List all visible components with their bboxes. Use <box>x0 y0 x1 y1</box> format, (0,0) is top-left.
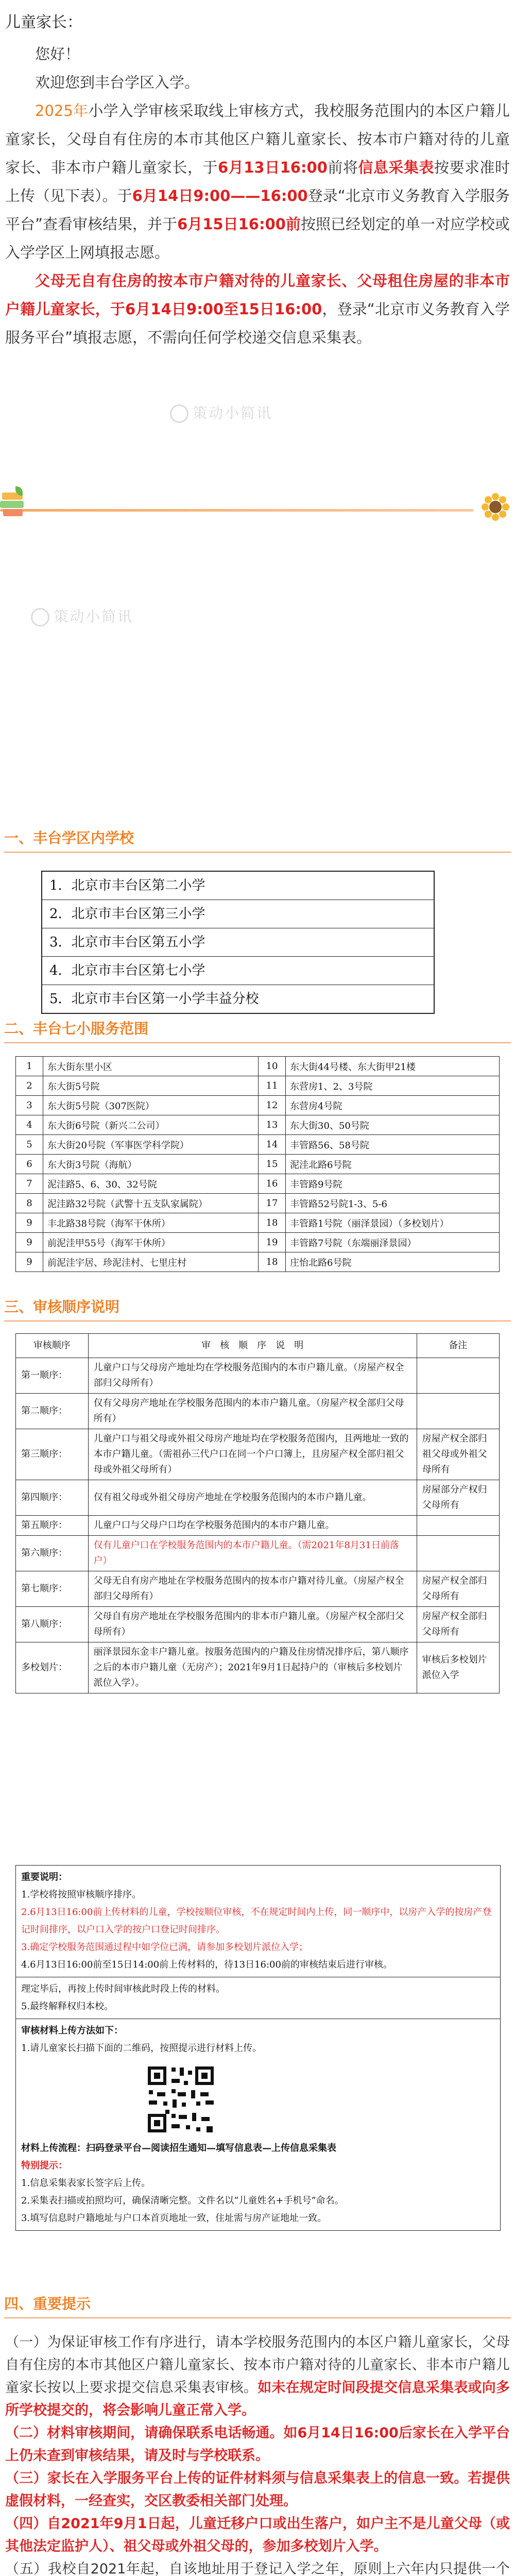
address-cell: 庄怡北路6号院 <box>286 1252 500 1272</box>
address-cell: 丰管路1号院（丽泽景园）（多校划片） <box>286 1213 500 1233</box>
qr-code-icon[interactable] <box>145 2063 217 2136</box>
address-cell: 丰管路52号院1-3、5-6 <box>286 1194 500 1213</box>
row-number: 19 <box>259 1233 286 1252</box>
special-tip: 3.填写信息时户籍地址与户口本首页地址一致，住址需与房产证地址一致。 <box>21 2213 327 2224</box>
order-label: 多校划片： <box>16 1642 89 1693</box>
address-cell: 丰北路38号院（海军干休所） <box>43 1213 259 1233</box>
intro-nonlocal-text: ，登录“北京市义务教育入学服务平台”填报志愿，不需向任何学校递交信息采集表。 <box>5 300 510 346</box>
order-remark <box>417 1394 499 1429</box>
address-cell: 东大街20号院（军事医学科学院） <box>43 1135 259 1155</box>
order-remark: 房屋产权全部归祖父母或外祖父母所有 <box>417 1429 499 1480</box>
watermark-text: 策动小简讯 <box>193 404 273 421</box>
address-cell: 东大街5号院 <box>43 1076 259 1096</box>
address-cell: 东营房1、2、3号院 <box>286 1076 500 1096</box>
row-number: 10 <box>259 1057 286 1076</box>
special-tips-title: 特别提示： <box>21 2160 67 2171</box>
intro-welcome-text: 欢迎您到丰台学区入学。 <box>35 74 200 91</box>
section-2-title-text: 二、丰台七小服务范围 <box>4 1020 149 1037</box>
table-header-row <box>16 1334 500 1358</box>
upload-title: 审核材料上传方法如下： <box>21 2025 123 2036</box>
section-1-title <box>4 827 134 848</box>
table-row <box>16 1096 500 1115</box>
table-row <box>16 1642 500 1693</box>
address-cell: 丰管路9号院 <box>286 1174 500 1194</box>
table-row <box>16 1135 500 1155</box>
address-cell: 东大街东里小区 <box>43 1057 259 1076</box>
greeting: 儿童家长： <box>5 13 82 31</box>
intro-welcome <box>5 40 510 69</box>
watermark-2 <box>31 605 133 626</box>
intro-deadline-1: 6月13日16:00 <box>218 159 328 176</box>
table-row <box>16 1394 500 1429</box>
books-icon <box>0 489 27 521</box>
row-number: 3 <box>16 1096 43 1115</box>
address-cell: 泥洼北路6号院 <box>286 1155 500 1174</box>
table-row <box>16 1076 500 1096</box>
intro-main <box>5 97 510 267</box>
school-item: 1．北京市丰台区第二小学 <box>42 872 434 900</box>
order-description: 父母无自有房产地址在学校服务范围内的按本市户籍对待儿童。（房屋产权全部归父母所有） <box>88 1571 417 1607</box>
order-label: 第六顺序： <box>16 1536 89 1571</box>
intro-main-text-2: 前将 <box>327 159 358 176</box>
table-row <box>16 1115 500 1135</box>
section-3-title-text: 三、审核顺序说明 <box>4 1298 120 1315</box>
tip-4: （四）自2021年9月1日起，儿童迁移户口或出生落户，如户主不是儿童父母（或其他法定监护人）、祖父母或外祖父母的，参加多校划片入学。 <box>5 2516 510 2554</box>
special-tip: 2.采集表扫描或拍照均可，确保清晰完整。文件名以“儿童姓名+手机号”命名。 <box>21 2195 344 2206</box>
table-row <box>16 1174 500 1194</box>
important-tips <box>5 2331 510 2576</box>
intro-deadline-2: 6月14日9:00——16:00 <box>132 187 308 205</box>
address-cell: 东大街5号院（307医院） <box>43 1096 259 1115</box>
upload-block <box>16 2019 500 2230</box>
intro-year: 2025年 <box>35 102 89 120</box>
order-remark <box>417 1358 499 1394</box>
row-number: 18 <box>259 1252 286 1272</box>
tip-highlight: （二）材料审核期间，请确保联系电话畅通。 <box>5 2425 284 2441</box>
row-number: 6 <box>16 1155 43 1174</box>
upload-flow-caption: 材料上传流程：扫码登录平台—阅读招生通知—填写信息表—上传信息采集表 <box>21 2143 336 2154</box>
note-line: 2.6月13日16:00前上传材料的儿童，学校按顺位审核，不在规定时间内上传，同一顺序中，以房产入学的按房产登记时间排序，以户口入学的按户口登记时间排序。 <box>21 1907 492 1935</box>
address-cell: 前泥洼宇居、珍泥洼村、七里庄村 <box>43 1252 259 1272</box>
row-number: 9 <box>16 1233 43 1252</box>
order-label: 第二顺序： <box>16 1394 89 1429</box>
address-cell: 丰管路56、58号院 <box>286 1135 500 1155</box>
notes-block <box>16 1977 500 2019</box>
row-number: 15 <box>259 1155 286 1174</box>
tip-1 <box>5 2331 510 2422</box>
order-description: 仅有父母房产地址在学校服务范围内的本市户籍儿童。（房屋产权全部归父母所有） <box>88 1394 417 1429</box>
column-header: 审 核 顺 序 说 明 <box>88 1334 417 1358</box>
table-row <box>16 1607 500 1642</box>
watermark-icon-2 <box>31 608 49 626</box>
intro-deadline-3: 6月15日16:00前 <box>177 215 301 233</box>
school-list <box>41 871 435 1014</box>
address-cell: 东营房4号院 <box>286 1096 500 1115</box>
row-number: 18 <box>259 1213 286 1233</box>
school-item: 5．北京市丰台区第一小学丰益分校 <box>49 991 259 1007</box>
section-3-rule <box>4 1320 511 1321</box>
watermark-icon <box>170 404 188 423</box>
review-order-table <box>15 1333 500 1693</box>
intro-hello: 您好！ <box>35 45 80 63</box>
notes-title: 重要说明： <box>21 1872 67 1883</box>
address-cell: 东大街3号院（海航） <box>43 1155 259 1174</box>
table-row <box>16 1516 500 1536</box>
order-description: 儿童户口与父母户口均在学校服务范围内的本市户籍儿童。 <box>88 1516 417 1536</box>
school-name: 北京市丰台区第一小学丰益分校 <box>71 991 259 1007</box>
row-number: 8 <box>16 1194 43 1213</box>
order-description: 丽泽景园东金丰户籍儿童。按服务范围内的户籍及住房情况排序后，第八顺序之后的本市户籍儿童（无房产）；2021年9月1日起持户的（审核后多校划片派位入学）。 <box>88 1642 417 1693</box>
section-1-rule <box>4 852 511 853</box>
order-label: 第五顺序： <box>16 1516 89 1536</box>
order-description: 儿童户口与父母房产地址均在学校服务范围内的本市户籍儿童。（房屋产权全部归父母所有） <box>88 1358 417 1394</box>
address-cell: 东大街44号楼、东大街甲21楼 <box>286 1057 500 1076</box>
order-remark: 房屋产权全部归父母所有 <box>417 1607 499 1642</box>
order-remark <box>417 1536 499 1571</box>
row-number: 17 <box>259 1194 286 1213</box>
section-1-title-text: 一、丰台学区内学校 <box>4 829 134 846</box>
important-notes-box <box>15 1865 501 2231</box>
note-line: 3.确定学校服务范围通过程中如学位已满，请参加多校划片派位入学； <box>21 1942 308 1953</box>
order-description: 仅有儿童户口在学校服务范围内的本市户籍儿童。（需2021年8月31日前落户） <box>88 1536 417 1571</box>
watermark <box>170 402 272 423</box>
order-description: 父母自有房产地址在学校服务范围内的非本市户籍儿童。（房屋产权全部归父母所有） <box>88 1607 417 1642</box>
order-remark <box>417 1516 499 1536</box>
table-row <box>16 1429 500 1480</box>
row-number: 4 <box>16 1115 43 1135</box>
address-cell: 前泥洼甲55号（海军干休所） <box>43 1233 259 1252</box>
watermark-text-2: 策动小简讯 <box>54 608 134 625</box>
row-number: 2 <box>16 1076 43 1096</box>
row-number: 11 <box>259 1076 286 1096</box>
tip-text: （一）为保证审核工作有序进行，请本学校服务范围内的本区户籍儿童家长，父母自有住房的本市其他区户籍儿童家长、按本市户籍对待的儿童家长、非本市户籍儿童家长按以上要求提交信息采集表审核。 <box>5 2334 510 2396</box>
table-row <box>16 1233 500 1252</box>
intro-main-text: 小学入学审核采取线上审核方式，我校服务范围内的本区户籍儿童家长，父母自有住房的本市其他区户籍儿童家长、按本市户籍对待的儿童家长、非本市户籍儿童家长，于 <box>5 102 510 176</box>
special-tip: 1.信息采集表家长签字后上传。 <box>21 2178 151 2189</box>
row-number: 13 <box>259 1115 286 1135</box>
row-number: 5 <box>16 1135 43 1155</box>
table-row <box>16 1194 500 1213</box>
school-name: 北京市丰台区第二小学 <box>71 878 205 893</box>
order-label: 第七顺序： <box>16 1571 89 1607</box>
intro-paragraphs <box>5 40 510 352</box>
address-cell: 泥洼路32号院（武警十五支队家属院） <box>43 1194 259 1213</box>
sunflower-icon <box>481 493 510 521</box>
order-label: 第三顺序： <box>16 1429 89 1480</box>
table-row <box>16 1536 500 1571</box>
note-line: 理定毕后，再按上传时间审核此时段上传的材料。 <box>21 1984 225 1994</box>
section-2-title <box>4 1018 148 1038</box>
section-4-title-text: 四、重要提示 <box>4 2295 91 2312</box>
intro-nonlocal-date: 6月14日9:00至15日16:00 <box>125 300 322 318</box>
row-number: 9 <box>16 1252 43 1272</box>
address-cell: 泥洼路5、6、30、32号院 <box>43 1174 259 1194</box>
section-3-title <box>4 1296 119 1316</box>
row-number: 1 <box>16 1057 43 1076</box>
row-number: 12 <box>259 1096 286 1115</box>
school-name: 北京市丰台区第五小学 <box>71 935 205 950</box>
section-4-title <box>4 2293 91 2313</box>
tip-highlight: 如6月14日16:00后家长在入学平台上仍未查到审核结果，请及时与学校联系。 <box>5 2425 510 2464</box>
row-number: 16 <box>259 1174 286 1194</box>
order-description: 仅有祖父母或外祖父母房产地址在学校服务范围内的本市户籍儿童。 <box>88 1480 417 1516</box>
intro-form-name: 信息采集表 <box>358 159 434 176</box>
notes-block <box>16 1866 500 1977</box>
order-remark: 审核后多校划片派位入学 <box>417 1642 499 1693</box>
decorative-divider <box>0 489 515 526</box>
note-line: 1.学校将按照审核顺序排序。 <box>21 1889 142 1900</box>
school-item: 2．北京市丰台区第三小学 <box>42 900 434 928</box>
school-item: 4．北京市丰台区第七小学 <box>42 957 434 985</box>
service-area-table <box>15 1056 500 1272</box>
column-header: 审核顺序 <box>16 1334 89 1358</box>
table-row <box>16 1057 500 1076</box>
school-name: 北京市丰台区第七小学 <box>71 963 205 978</box>
table-row <box>16 1213 500 1233</box>
intro-welcome-2 <box>5 69 510 97</box>
note-line: 5.最终解释权归本校。 <box>21 2001 114 2012</box>
column-header: 备注 <box>417 1334 499 1358</box>
tip-5: （五）我校自2021年起，自该地址用于登记入学之年，原则上六年内只提供一个 <box>5 2561 510 2576</box>
row-number: 9 <box>16 1213 43 1233</box>
school-name: 北京市丰台区第三小学 <box>71 906 205 922</box>
tip-3: （三）家长在入学服务平台上传的证件材料须与信息采集表上的信息一致。若提供虚假材料，一经查实，交区教委相关部门处理。 <box>5 2470 510 2509</box>
tip-highlight: 如未在规定时间段提交信息采集表或向多所学校提交的，将会影响儿童正常入学。 <box>5 2380 510 2418</box>
row-number: 7 <box>16 1174 43 1194</box>
order-label: 第四顺序： <box>16 1480 89 1516</box>
address-cell: 东大街30、50号院 <box>286 1115 500 1135</box>
table-row <box>16 1480 500 1516</box>
divider-line <box>0 509 474 512</box>
address-cell: 东大街6号院（新兴二公司） <box>43 1115 259 1135</box>
intro-nonlocal <box>5 267 510 352</box>
intro-main-text-3: 按要求准时上传（见下表）。于 <box>5 159 510 205</box>
section-4-rule <box>4 2317 511 2318</box>
table-row <box>16 1358 500 1394</box>
address-cell: 丰管路7号院（东端丽泽景园） <box>286 1233 500 1252</box>
order-label: 第一顺序： <box>16 1358 89 1394</box>
order-remark: 房屋部分产权归父母所有 <box>417 1480 499 1516</box>
upload-step: 1.请儿童家长扫描下面的二维码，按照提示进行材料上传。 <box>21 2043 262 2054</box>
table-row <box>16 1252 500 1272</box>
intro-nonlocal-highlight: 父母无自有住房的按本市户籍对待的儿童家长、父母租住房屋的非本市户籍儿童家长，于 <box>5 272 510 318</box>
order-remark: 房屋产权全部归父母所有 <box>417 1571 499 1607</box>
row-number: 14 <box>259 1135 286 1155</box>
order-description: 儿童户口与祖父母或外祖父母房产地址均在学校服务范围内，且两地址一致的本市户籍儿童。（需祖孙三代户口在同一个户口簿上，且房屋产权全部归祖父母或外祖父母所有） <box>88 1429 417 1480</box>
intro-main-text-4: 登录“北京市义务教育入学服务平台”查看审核结果，并于 <box>5 187 510 233</box>
section-2-rule <box>4 1042 511 1043</box>
order-label: 第八顺序： <box>16 1607 89 1642</box>
tip-2 <box>5 2422 510 2467</box>
school-item: 3．北京市丰台区第五小学 <box>42 928 434 957</box>
note-line: 4.6月13日16:00前至15日14:00前上传材料的，待13日16:00前的审核结束后进行审核。 <box>21 1959 392 1970</box>
table-row <box>16 1571 500 1607</box>
table-row <box>16 1155 500 1174</box>
intro-main-text-5: 按照已经划定的单一对应学校或入学学区上网填报志愿。 <box>5 215 510 261</box>
